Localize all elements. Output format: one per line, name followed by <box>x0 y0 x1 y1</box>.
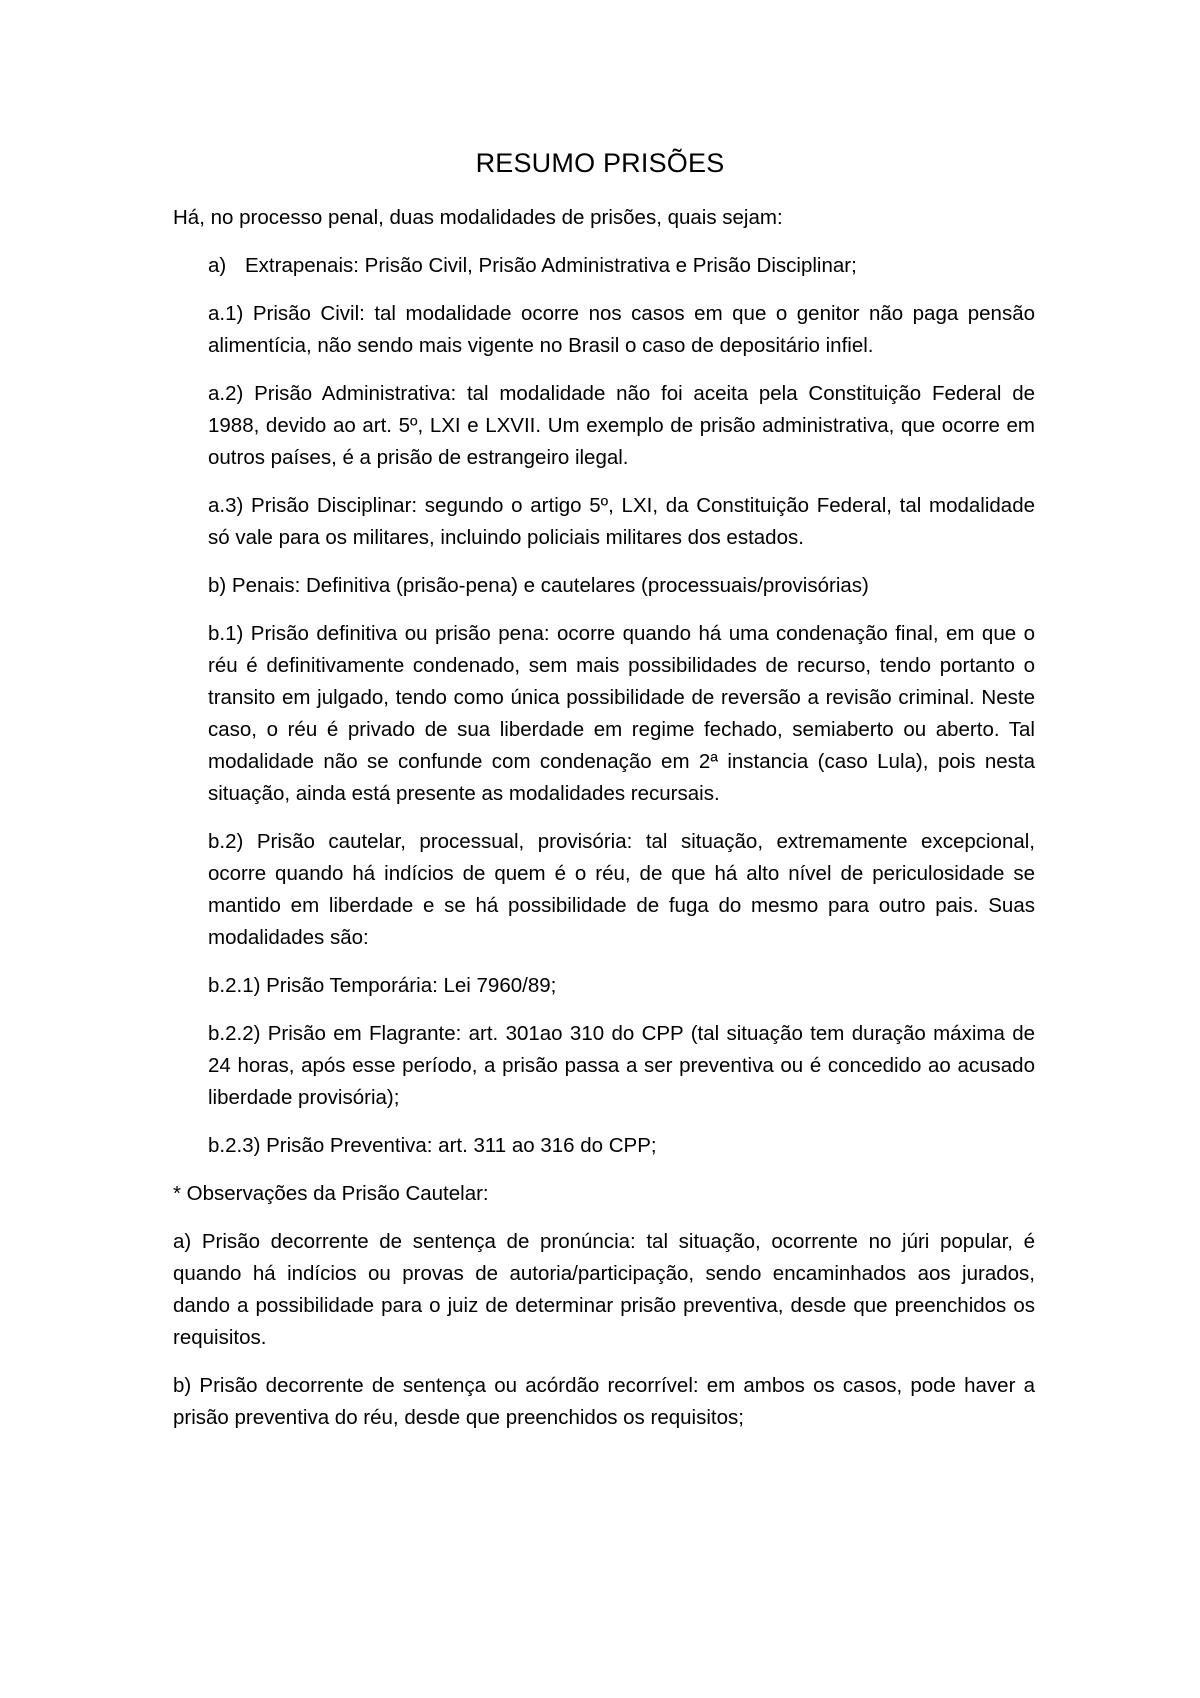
paragraph-penais: b) Penais: Definitiva (prisão-pena) e cautelares (processuais/provisórias) <box>208 574 869 597</box>
paragraph-prisao-civil: a.1) Prisão Civil: tal modalidade ocorre nos casos em que o genitor não paga pensão alimentícia, não sendo mais vigente no Brasil o caso de depositário infiel. <box>208 302 1035 357</box>
paragraph-prisao-definitiva: b.1) Prisão definitiva ou prisão pena: ocorre quando há uma condenação final, em que o réu é definitivamente condenado, sem mais possibilidades de recurso, tendo portanto o transito em julgado, tendo como única possibilidade de reversão a revisão criminal. Neste caso, o réu é privado de sua liberdade em regime fechado, semiaberto ou aberto. Tal modalidade não se confunde com condenação em 2ª instancia (caso Lula), pois nesta situação, ainda está presente as modalidades recursais. <box>208 622 1035 805</box>
paragraph-prisao-preventiva: b.2.3) Prisão Preventiva: art. 311 ao 316 do CPP; <box>208 1134 657 1157</box>
list-item-text: Extrapenais: Prisão Civil, Prisão Administrativa e Prisão Disciplinar; <box>245 254 857 277</box>
paragraph-prisao-cautelar: b.2) Prisão cautelar, processual, provisória: tal situação, extremamente excepcional, ocorre quando há indícios de quem é o réu, de que há alto nível de periculosidade se mantido em liberdade e se há possibilidade de fuga do mesmo para outro pais. Suas modalidades são: <box>208 830 1035 949</box>
paragraph-prisao-administrativa: a.2) Prisão Administrativa: tal modalidade não foi aceita pela Constituição Federal de 1988, devido ao art. 5º, LXI e LXVII. Um exemplo de prisão administrativa, que ocorre em outros países, é a prisão de estrangeiro ilegal. <box>208 382 1035 469</box>
paragraph-prisao-flagrante: b.2.2) Prisão em Flagrante: art. 301ao 310 do CPP (tal situação tem duração máxima de 24 horas, após esse período, a prisão passa a ser preventiva ou é concedido ao acusado liberdade provisória); <box>208 1022 1035 1109</box>
paragraph-obs-pronuncia: a) Prisão decorrente de sentença de pronúncia: tal situação, ocorrente no júri popular, é quando há indícios ou provas de autoria/participação, sendo encaminhados aos jurados, dando a possibilidade para o juiz de determinar prisão preventiva, desde que preenchidos os requisitos. <box>173 1230 1035 1349</box>
document-body <box>173 202 1035 1450</box>
list-item-extrapenais <box>208 250 1035 282</box>
paragraph-prisao-disciplinar: a.3) Prisão Disciplinar: segundo o artigo 5º, LXI, da Constituição Federal, tal modalidade só vale para os militares, incluindo policiais militares dos estados. <box>208 494 1035 549</box>
list-item-label: a) <box>208 254 227 277</box>
page-title: RESUMO PRISÕES <box>475 148 725 178</box>
paragraph-obs-recorrivel: b) Prisão decorrente de sentença ou acórdão recorrível: em ambos os casos, pode haver a prisão preventiva do réu, desde que preenchidos os requisitos; <box>173 1374 1035 1429</box>
intro-paragraph: Há, no processo penal, duas modalidades de prisões, quais sejam: <box>173 206 783 229</box>
paragraph-prisao-temporaria: b.2.1) Prisão Temporária: Lei 7960/89; <box>208 974 557 997</box>
observations-heading: * Observações da Prisão Cautelar: <box>173 1182 489 1205</box>
